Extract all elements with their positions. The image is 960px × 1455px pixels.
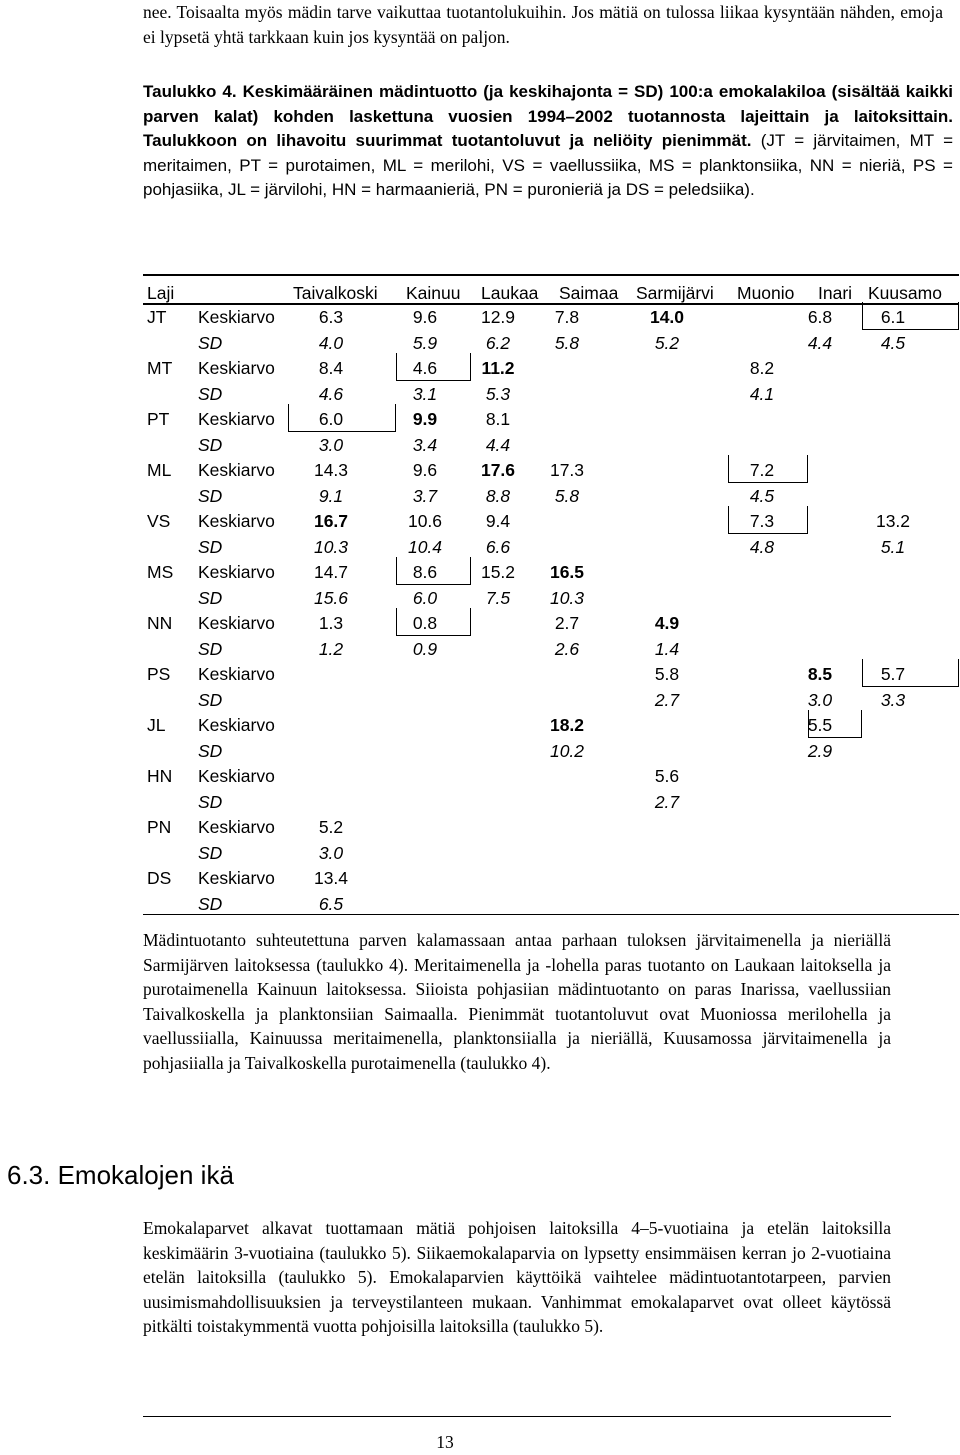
column-header: Laukaa bbox=[481, 283, 539, 303]
table-cell: 8.8 bbox=[485, 485, 511, 506]
min-value-box bbox=[862, 302, 959, 330]
table-cell: 3.7 bbox=[412, 485, 438, 506]
table-cell: 5.6 bbox=[654, 766, 680, 786]
table-cell: 4.6 bbox=[412, 358, 438, 378]
table-cell: 8.2 bbox=[749, 358, 775, 378]
column-header: Laji bbox=[147, 283, 175, 303]
species-code: NN bbox=[147, 613, 173, 633]
table-cell: 17.6 bbox=[480, 460, 516, 480]
table-cell: 3.3 bbox=[880, 689, 906, 710]
table-cell: 4.5 bbox=[749, 485, 775, 506]
stat-label: Keskiarvo bbox=[198, 460, 275, 480]
species-code: PS bbox=[147, 664, 171, 684]
min-value-box bbox=[396, 557, 471, 585]
stat-label: Keskiarvo bbox=[198, 511, 275, 531]
table-cell: 4.4 bbox=[807, 332, 833, 353]
table-cell: 4.5 bbox=[880, 332, 906, 353]
stat-label: Keskiarvo bbox=[198, 715, 275, 735]
table-cell: 2.6 bbox=[554, 638, 580, 659]
table-cell: 9.6 bbox=[412, 460, 438, 480]
species-code: JL bbox=[147, 715, 166, 735]
table-cell: 5.8 bbox=[654, 664, 680, 684]
table-cell: 9.1 bbox=[318, 485, 344, 506]
column-header: Kuusamo bbox=[868, 283, 942, 303]
table-cell: 9.4 bbox=[485, 511, 511, 531]
table-cell: 5.8 bbox=[554, 485, 580, 506]
table-cell: 10.3 bbox=[313, 536, 349, 557]
stat-label: Keskiarvo bbox=[198, 358, 275, 378]
stat-label: Keskiarvo bbox=[198, 409, 275, 429]
min-value-box bbox=[808, 710, 862, 738]
caption-normal: (JT = järvitaimen, MT = meritaimen, PT = purotaimen, ML = merilohi, VS = vaellussiika, MS = planktonsiika, NN = nieriä, PS = pohjasiika, JL = järvilohi, HN = harmaanieriä, PN = puronieriä ja DS = peledsiika). bbox=[143, 131, 953, 200]
table-cell: 10.2 bbox=[549, 740, 585, 761]
age-paragraph: Emokalaparvet alkavat tuottamaan mätiä pohjoisen laitoksilla 4–5-vuotiaina ja etelän laitoksilla keskimäärin 3-vuotiaina (taulukko 5). Siikaemokalaparvia on lypsetty ensimmäisen kerran jo 2-vuotiaina etelän laitoksilla (taulukko 5). Emokalaparvien käyttöikä vaihtelee mädintuotantotarpeen, parvien uusimismahdollisuuksien ja terveystilanteen mukaan. Vanhimmat emokalaparvet ovat olleet käytössä pitkälti toistakymmentä vuotta pohjoisilla laitoksilla (taulukko 5). bbox=[143, 1218, 891, 1337]
species-code: VS bbox=[147, 511, 171, 531]
table-cell: 7.2 bbox=[749, 460, 775, 480]
species-code: MT bbox=[147, 358, 173, 378]
table-caption bbox=[143, 80, 953, 203]
stat-label: Keskiarvo bbox=[198, 613, 275, 633]
stat-label: SD bbox=[198, 893, 223, 914]
table-cell: 2.7 bbox=[654, 689, 680, 710]
stat-label: SD bbox=[198, 383, 223, 404]
table-cell: 4.9 bbox=[654, 613, 680, 633]
species-code: ML bbox=[147, 460, 172, 480]
table-cell: 5.2 bbox=[318, 817, 344, 837]
table-cell: 4.0 bbox=[318, 332, 344, 353]
species-code: HN bbox=[147, 766, 173, 786]
table-cell: 2.7 bbox=[654, 791, 680, 812]
results-paragraph: Mädintuotanto suhteutettuna parven kalamassaan antaa parhaan tuloksen järvitaimenella ja nieriällä Sarmijärven laitoksessa (taulukko 4). Meritaimenella ja -lohella paras tuotanto on Laukaan laitoksella ja purotaimenella Kainuun laitoksessa. Siioista pohjasiian mädintuotanto on paras Inarissa, vaellussiian Taivalkoskella ja planktonsiian Saimaalla. Pienimmät tuotantoluvut ovat Muoniossa merilohella ja vaellussiialla, Kainuussa meritaimenella, planktonsiialla ja nieriällä, Kuusamossa järvitaimenella ja pohjasiialla ja Taivalkoskella purotaimenella (taulukko 4). bbox=[143, 930, 891, 1073]
species-code: JT bbox=[147, 307, 167, 327]
footer-rule bbox=[143, 1416, 891, 1417]
table-cell: 6.0 bbox=[318, 409, 344, 429]
table-cell: 8.1 bbox=[485, 409, 511, 429]
table-cell: 1.3 bbox=[318, 613, 344, 633]
stat-label: SD bbox=[198, 332, 223, 353]
table-cell: 3.0 bbox=[807, 689, 833, 710]
table-cell: 4.4 bbox=[485, 434, 511, 455]
table-cell: 16.5 bbox=[549, 562, 585, 582]
table-cell: 13.4 bbox=[313, 868, 349, 888]
table-cell: 6.1 bbox=[880, 307, 906, 327]
min-value-box bbox=[862, 659, 959, 687]
table-cell: 8.4 bbox=[318, 358, 344, 378]
table-cell: 0.9 bbox=[412, 638, 438, 659]
table-cell: 3.4 bbox=[412, 434, 438, 455]
stat-label: SD bbox=[198, 587, 223, 608]
table-cell: 2.9 bbox=[807, 740, 833, 761]
table-cell: 3.0 bbox=[318, 842, 344, 863]
table-cell: 18.2 bbox=[549, 715, 585, 735]
caption-bold: Taulukko 4. Keskimääräinen mädintuotto (ja keskihajonta = SD) 100:a emokalakiloa (sisältää kaikki parven kalat) kohden laskettuna vuosien 1994–2002 tuotannosta lajeittain ja laitoksittain. Taulukkoon on lihavoitu suurimmat tuotantoluvut ja neliöity pienimmät. bbox=[143, 82, 953, 151]
table-cell: 14.7 bbox=[313, 562, 349, 582]
species-code: DS bbox=[147, 868, 172, 888]
table-cell: 11.2 bbox=[481, 358, 515, 378]
table-cell: 7.5 bbox=[485, 587, 511, 608]
species-code: PT bbox=[147, 409, 170, 429]
table-cell: 17.3 bbox=[549, 460, 585, 480]
table-cell: 6.8 bbox=[807, 307, 833, 327]
table-cell: 16.7 bbox=[313, 511, 349, 531]
intro-paragraph: nee. Toisaalta myös mädin tarve vaikuttaa tuotantolukuihin. Jos mätiä on tulossa liikaa kysyntään nähden, emoja ei lypsetä yhtä tarkkaan kuin jos kysyntää on paljon. bbox=[143, 2, 943, 47]
stat-label: SD bbox=[198, 638, 223, 659]
column-header: Taivalkoski bbox=[293, 283, 378, 303]
table-cell: 15.2 bbox=[480, 562, 516, 582]
table-cell: 9.9 bbox=[412, 409, 438, 429]
table-cell: 10.6 bbox=[407, 511, 443, 531]
table-cell: 1.2 bbox=[318, 638, 344, 659]
table-cell: 14.3 bbox=[313, 460, 349, 480]
stat-label: SD bbox=[198, 791, 223, 812]
stat-label: Keskiarvo bbox=[198, 307, 275, 327]
stat-label: SD bbox=[198, 536, 223, 557]
min-value-box bbox=[396, 608, 471, 636]
table-cell: 14.0 bbox=[649, 307, 685, 327]
stat-label: Keskiarvo bbox=[198, 868, 275, 888]
column-header: Inari bbox=[818, 283, 853, 303]
table-cell: 5.9 bbox=[412, 332, 438, 353]
table-cell: 5.3 bbox=[485, 383, 511, 404]
table-cell: 15.6 bbox=[313, 587, 349, 608]
stat-label: SD bbox=[198, 842, 223, 863]
table-cell: 8.5 bbox=[807, 664, 833, 684]
table-cell: 3.1 bbox=[412, 383, 438, 404]
page-number: 13 bbox=[436, 1432, 454, 1452]
stat-label: SD bbox=[198, 434, 223, 455]
stat-label: SD bbox=[198, 689, 223, 710]
species-code: MS bbox=[147, 562, 174, 582]
stat-label: Keskiarvo bbox=[198, 562, 275, 582]
section-title: 6.3. Emokalojen ikä bbox=[7, 1160, 234, 1190]
table-cell: 5.5 bbox=[807, 715, 833, 735]
table-cell: 1.4 bbox=[654, 638, 680, 659]
table-cell: 4.8 bbox=[749, 536, 775, 557]
table-cell: 4.6 bbox=[318, 383, 344, 404]
min-value-box bbox=[396, 353, 471, 381]
stat-label: Keskiarvo bbox=[198, 766, 275, 786]
table-cell: 4.1 bbox=[749, 383, 775, 404]
table-cell: 0.8 bbox=[412, 613, 438, 633]
table-cell: 10.3 bbox=[549, 587, 585, 608]
table-cell: 5.8 bbox=[554, 332, 580, 353]
stat-label: SD bbox=[198, 485, 223, 506]
column-header: Muonio bbox=[737, 283, 795, 303]
table-cell: 10.4 bbox=[407, 536, 443, 557]
table-cell: 6.3 bbox=[318, 307, 344, 327]
table-cell: 6.6 bbox=[485, 536, 511, 557]
table-cell: 5.2 bbox=[654, 332, 680, 353]
species-code: PN bbox=[147, 817, 172, 837]
column-header: Saimaa bbox=[559, 283, 619, 303]
table-cell: 6.0 bbox=[412, 587, 438, 608]
column-header: Kainuu bbox=[406, 283, 461, 303]
table-cell: 12.9 bbox=[480, 307, 516, 327]
column-header: Sarmijärvi bbox=[636, 283, 714, 303]
table-cell: 7.3 bbox=[749, 511, 775, 531]
table-bottom-rule bbox=[143, 914, 959, 915]
min-value-box bbox=[288, 404, 396, 432]
stat-label: Keskiarvo bbox=[198, 664, 275, 684]
stat-label: Keskiarvo bbox=[198, 817, 275, 837]
table-cell: 8.6 bbox=[412, 562, 438, 582]
table-cell: 2.7 bbox=[554, 613, 580, 633]
table-cell: 9.6 bbox=[412, 307, 438, 327]
table-cell: 3.0 bbox=[318, 434, 344, 455]
stat-label: SD bbox=[198, 740, 223, 761]
table-cell: 5.7 bbox=[880, 664, 906, 684]
min-value-box bbox=[728, 455, 808, 483]
table-cell: 13.2 bbox=[875, 511, 911, 531]
table-cell: 5.1 bbox=[880, 536, 906, 557]
table-cell: 6.5 bbox=[318, 893, 344, 914]
table-cell: 7.8 bbox=[554, 307, 580, 327]
table-top-rule bbox=[143, 274, 959, 276]
table-cell: 6.2 bbox=[485, 332, 511, 353]
min-value-box bbox=[728, 506, 808, 534]
